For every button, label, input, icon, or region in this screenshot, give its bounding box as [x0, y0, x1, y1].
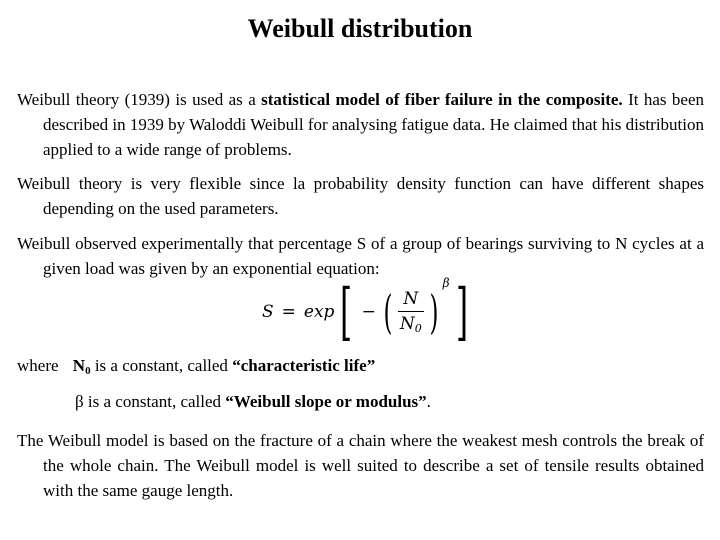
- beta-symbol: β: [75, 392, 84, 411]
- beta-term: “Weibull slope or modulus”: [225, 392, 427, 411]
- beta-end: .: [426, 392, 431, 411]
- where-term: “characteristic life”: [232, 356, 376, 375]
- formula-func: exp: [303, 302, 335, 322]
- p1-text-a: Weibull theory (1939) is used as a: [17, 90, 262, 109]
- formula-lhs: S: [262, 302, 274, 322]
- where-text: is a constant, called: [90, 356, 233, 375]
- formula-equals: =: [281, 302, 296, 322]
- page-title: Weibull distribution: [247, 14, 473, 43]
- paragraph-weibull-theory: [17, 87, 704, 162]
- p1-text-c: It has been described in 1939 by Waloddi Weibull for analysing fatigue data. He claimed that his distribution applied to a wide range of problems.: [43, 90, 704, 159]
- formula-left-bracket: [: [340, 275, 353, 348]
- where-line: [17, 356, 375, 377]
- paragraph-chain-model: The Weibull model is based on the fracture of a chain where the weakest mesh controls the break of the whole chain. The Weibull model is well suited to describe a set of tensile results obtained with the same gauge length.: [17, 431, 704, 500]
- formula-right-paren: ): [429, 285, 439, 339]
- formula-left-paren: (: [383, 285, 393, 339]
- formula-denominator-base: N: [399, 314, 415, 334]
- beta-line: [75, 392, 431, 412]
- paragraph-flexibility: Weibull theory is very flexible since la probability density function can have different shapes depending on the used parameters.: [17, 174, 704, 218]
- formula-minus: −: [361, 302, 376, 322]
- where-symbol-sub: 0: [85, 365, 91, 377]
- where-symbol: [73, 356, 91, 375]
- paragraph-observation: Weibull observed experimentally that percentage S of a group of bearings surviving to N cycles at a given load was given by an exponential equation:: [17, 234, 704, 278]
- where-prefix: where: [17, 356, 59, 375]
- beta-text: is a constant, called: [83, 392, 226, 411]
- weibull-formula: [262, 275, 474, 348]
- formula-denominator-sub: 0: [414, 322, 422, 335]
- formula-denominator: [398, 311, 424, 335]
- formula-right-bracket: ]: [455, 275, 468, 348]
- formula-exponent: β: [442, 276, 450, 290]
- p1-text-bold: statistical model of fiber failure in the composite.: [261, 90, 623, 109]
- formula-numerator: N: [403, 289, 419, 309]
- where-symbol-base: N: [72, 356, 86, 375]
- formula-fraction: [398, 289, 424, 335]
